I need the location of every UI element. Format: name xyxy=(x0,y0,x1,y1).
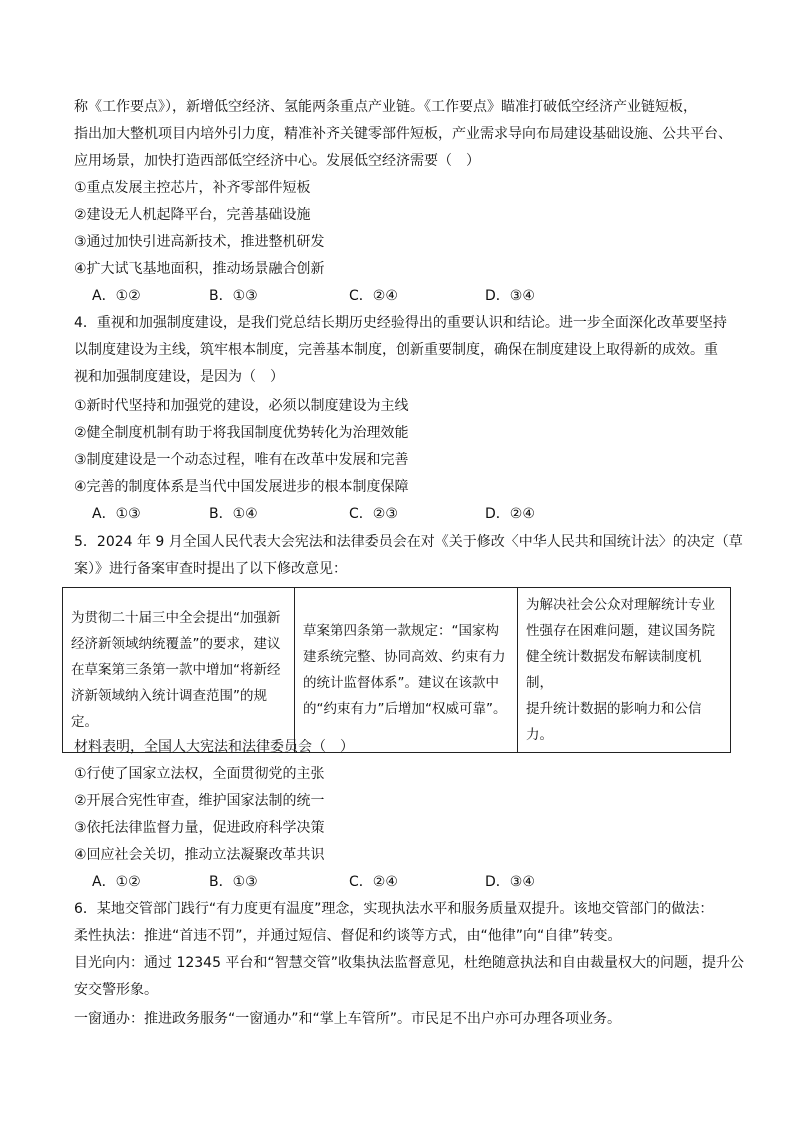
cell-line: 的“约束有力”后增加“权威可靠”。 xyxy=(303,701,507,717)
option-b[interactable]: B．①③ xyxy=(209,874,258,890)
q6-stem-line: 一窗通办：推进政务服务“一窗通办”和“掌上车管所”。市民足不出户亦可办理各项业务。 xyxy=(74,1011,622,1027)
cell-line: 在草案第三条第一款中增加“将新经 xyxy=(71,662,281,678)
cell-line: 草案第四条第一款规定：“国家构 xyxy=(303,623,499,639)
cell-line: 为解决社会公众对理解统计专业 xyxy=(526,597,715,613)
option-b[interactable]: B．①④ xyxy=(209,506,258,522)
cell-line: 提升统计数据的影响力和公信力。 xyxy=(526,701,702,743)
q4-stem-line: 4．重视和加强制度建设，是我们党总结长期历史经验得出的重要认识和结论。进一步全面深化改革要坚持 xyxy=(74,315,727,331)
option-d[interactable]: D．③④ xyxy=(485,874,535,890)
cell-line: 性强存在困难问题，建议国务院 xyxy=(526,623,715,639)
option-d[interactable]: D．②④ xyxy=(485,506,535,522)
q5-item: ①行使了国家立法权，全面贯彻党的主张 xyxy=(74,766,325,782)
option-a[interactable]: A．①③ xyxy=(92,506,141,522)
q5-stem-line: 5．2024 年 9 月全国人民代表大会宪法和法律委员会在对《关于修改〈中华人民共和国统计法〉的决定（草 xyxy=(74,534,743,550)
option-a[interactable]: A．①② xyxy=(92,874,141,890)
q4-stem-line: 视和加强制度建设，是因为（ ） xyxy=(74,369,284,385)
q5-item: ②开展合宪性审查，维护国家法制的统一 xyxy=(74,793,325,809)
cell-line: 的统计监督体系”。建议在该款中 xyxy=(303,675,499,691)
q6-stem-line: 柔性执法：推进“首违不罚”，并通过短信、督促和约谈等方式，由“他律”向“自律”转变。 xyxy=(74,928,622,944)
q4-item: ③制度建设是一个动态过程，唯有在改革中发展和完善 xyxy=(74,452,409,468)
material-table xyxy=(62,587,731,753)
cell-line: 建系统完整、协同高效、约束有力 xyxy=(303,649,506,665)
q5-item: ④回应社会关切，推动立法凝聚改革共识 xyxy=(74,847,325,863)
q3-item: ②建设无人机起降平台，完善基础设施 xyxy=(74,207,311,223)
q5-stem-line: 案）》进行备案审查时提出了以下修改意见： xyxy=(74,561,347,577)
table-row xyxy=(63,588,731,753)
q3-item: ③通过加快引进高新技术，推进整机研发 xyxy=(74,234,325,250)
q6-stem-line: 6．某地交管部门践行“有力度更有温度”理念，实现执法水平和服务质量双提升。该地交管部门的做法： xyxy=(74,901,714,917)
option-c[interactable]: C．②④ xyxy=(349,288,398,304)
q3-stem-line: 称《工作要点》），新增低空经济、氢能两条重点产业链。《工作要点》瞄准打破低空经济产业链短板， xyxy=(74,99,697,115)
q4-item: ④完善的制度体系是当代中国发展进步的根本制度保障 xyxy=(74,479,409,495)
table-cell xyxy=(295,588,518,753)
cell-line: 为贯彻二十届三中全会提出“加强新 xyxy=(71,610,281,626)
q5-item: ③依托法律监督力量，促进政府科学决策 xyxy=(74,820,325,836)
q3-stem-line: 指出加大整机项目内培外引力度，精准补齐关键零部件短板，产业需求导向布局建设基础设施、公共平台、 xyxy=(74,126,732,142)
q3-item: ④扩大试飞基地面积，推动场景融合创新 xyxy=(74,261,325,277)
q3-item: ①重点发展主控芯片，补齐零部件短板 xyxy=(74,180,311,196)
option-b[interactable]: B．①③ xyxy=(209,288,258,304)
q5-question-line: 材料表明，全国人大宪法和法律委员会（ ） xyxy=(74,739,354,755)
q3-stem-line: 应用场景，加快打造西部低空经济中心。发展低空经济需要（ ） xyxy=(74,153,480,169)
cell-line: 济新领域纳入统计调查范围”的规 xyxy=(71,688,267,704)
q4-stem-line: 以制度建设为主线，筑牢根本制度，完善基本制度，创新重要制度，确保在制度建设上取得新的成效。重 xyxy=(74,342,718,358)
option-a[interactable]: A．①② xyxy=(92,288,141,304)
table-cell xyxy=(63,588,295,753)
option-d[interactable]: D．③④ xyxy=(485,288,535,304)
table-cell xyxy=(518,588,731,753)
cell-line: 经济新领域纳统覆盖”的要求，建议 xyxy=(71,636,281,652)
cell-line: 健全统计数据发布解读制度机制， xyxy=(526,649,702,691)
q6-stem-line: 安交警形象。 xyxy=(74,982,158,998)
q4-item: ②健全制度机制有助于将我国制度优势转化为治理效能 xyxy=(74,425,409,441)
option-c[interactable]: C．②③ xyxy=(349,506,398,522)
q6-stem-line: 目光向内：通过 12345 平台和“智慧交管”收集执法监督意见，杜绝随意执法和自由裁量权大的问题，提升公 xyxy=(74,955,744,971)
cell-line: 定。 xyxy=(71,714,98,730)
option-c[interactable]: C．②④ xyxy=(349,874,398,890)
q4-item: ①新时代坚持和加强党的建设，必须以制度建设为主线 xyxy=(74,398,409,414)
